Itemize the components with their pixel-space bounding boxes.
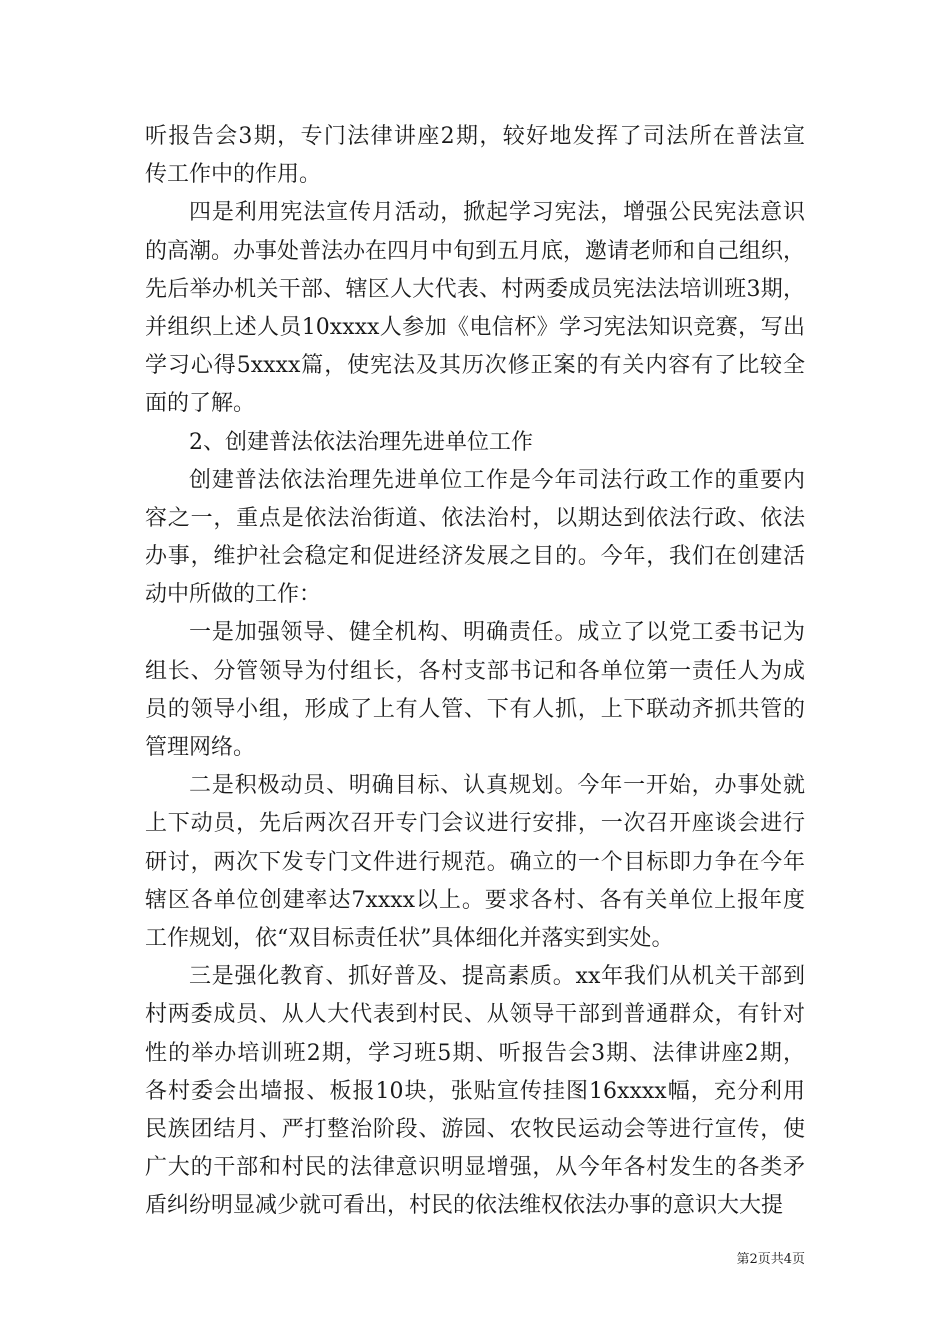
text-line: 创建普法依法治理先进单位工作是今年司法行政工作的重要内: [189, 467, 805, 493]
document-body: [145, 118, 805, 1225]
text-line: 办事，维护社会稳定和促进经济发展之目的。今年，我们在创建活: [145, 544, 805, 570]
text-line: 组长、分管领导为付组长，各村支部书记和各单位第一责任人为成: [145, 658, 805, 684]
text-line: 先后举办机关干部、辖区人大代表、村两委成员宪法法培训班3期，: [145, 276, 805, 302]
paragraph: [145, 118, 805, 194]
paragraph: [145, 614, 805, 767]
paragraph: [145, 462, 805, 615]
text-line: 工作规划，依“双目标责任状”具体细化并落实到实处。: [145, 925, 674, 951]
text-line: 的高潮。办事处普法办在四月中旬到五月底，邀请老师和自己组织，: [145, 238, 805, 264]
text-line: 容之一，重点是依法治街道、依法治村，以期达到依法行政、依法: [145, 505, 805, 531]
page-number: 第2页共4页: [736, 1252, 805, 1267]
text-line: 员的领导小组，形成了上有人管、下有人抓，上下联动齐抓共管的: [145, 696, 805, 722]
text-line: 各村委会出墙报、板报10块，张贴宣传挂图16xxxx幅，充分利用: [145, 1078, 805, 1104]
text-line: 四是利用宪法宣传月活动，掀起学习宪法，增强公民宪法意识: [189, 200, 805, 226]
text-line: 村两委成员、从人大代表到村民、从领导干部到普通群众，有针对: [145, 1002, 805, 1028]
text-line: 民族团结月、严打整治阶段、游园、农牧民运动会等进行宣传，使: [145, 1116, 805, 1142]
paragraph: [145, 424, 805, 462]
text-line: 上下动员，先后两次召开专门会议进行安排，一次召开座谈会进行: [145, 811, 805, 837]
text-line: 三是强化教育、抓好普及、提高素质。xx年我们从机关干部到: [189, 964, 805, 990]
text-line: 面的了解。: [145, 391, 256, 417]
text-line: 动中所做的工作：: [145, 582, 322, 608]
text-line: 性的举办培训班2期，学习班5期、听报告会3期、法律讲座2期，: [145, 1040, 805, 1066]
paragraph: [145, 194, 805, 423]
text-line: 管理网络。: [145, 735, 256, 760]
paragraph: [145, 767, 805, 958]
text-line: 并组织上述人员10xxxx人参加《电信杯》学习宪法知识竞赛，写出: [145, 314, 805, 340]
text-line: 广大的干部和村民的法律意识明显增强，从今年各村发生的各类矛: [145, 1155, 805, 1181]
text-line: 一是加强领导、健全机构、明确责任。成立了以党工委书记为: [189, 620, 805, 646]
text-line: 研讨，两次下发专门文件进行规范。确立的一个目标即力争在今年: [145, 849, 805, 875]
text-line: 听报告会3期，专门法律讲座2期，较好地发挥了司法所在普法宣: [145, 124, 805, 149]
text-line: 辖区各单位创建率达7xxxx以上。要求各村、各有关单位上报年度: [145, 887, 805, 913]
text-line: 盾纠纷明显减少就可看出，村民的依法维权依法办事的意识大大提: [145, 1193, 784, 1219]
text-line: 2、创建普法依法治理先进单位工作: [189, 429, 533, 455]
paragraph: [145, 958, 805, 1225]
text-line: 学习心得5xxxx篇，使宪法及其历次修正案的有关内容有了比较全: [145, 353, 805, 379]
text-line: 二是积极动员、明确目标、认真规划。今年一开始，办事处就: [189, 773, 805, 799]
text-line: 传工作中的作用。: [145, 162, 322, 188]
